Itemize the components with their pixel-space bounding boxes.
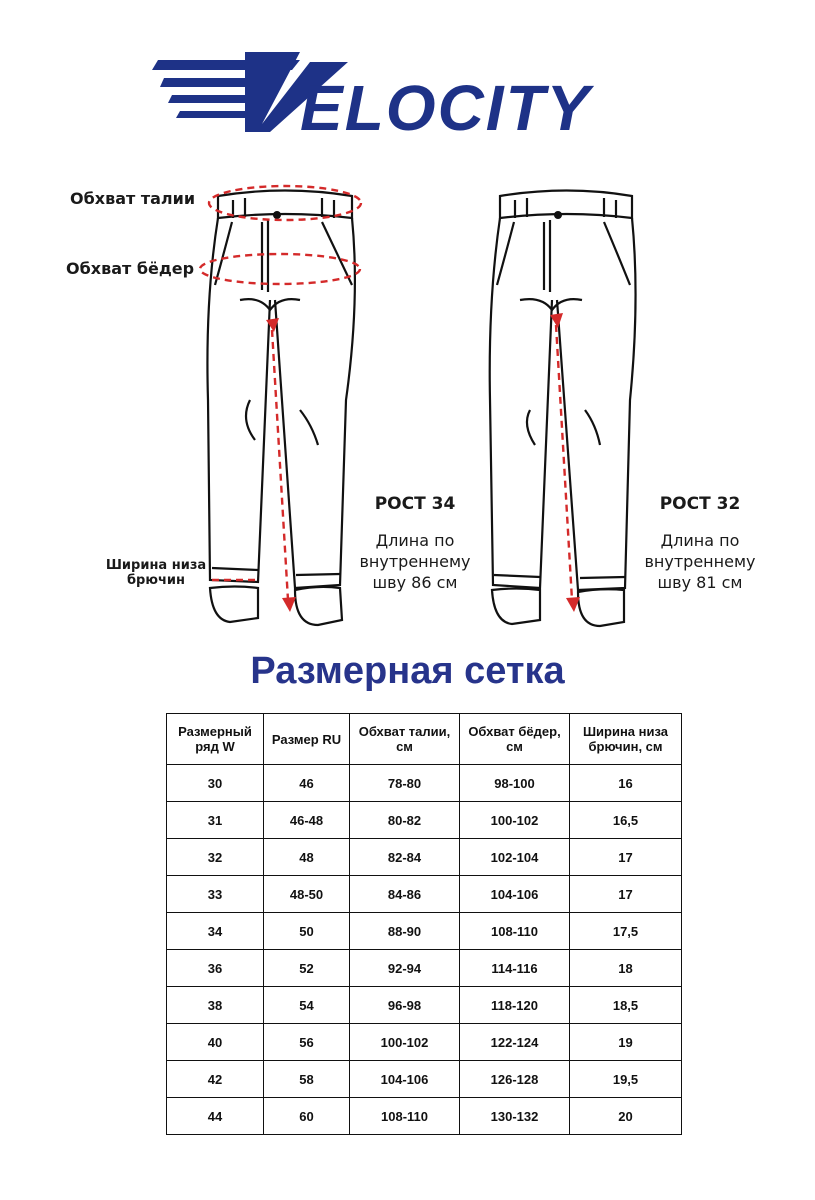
table-cell: 122-124	[460, 1024, 570, 1061]
hip-label: Обхват бёдер	[66, 259, 195, 278]
table-cell: 114-116	[460, 950, 570, 987]
table-cell: 48-50	[264, 876, 350, 913]
table-cell: 40	[167, 1024, 264, 1061]
table-cell: 17,5	[570, 913, 682, 950]
table-cell: 100-102	[460, 802, 570, 839]
table-row	[167, 765, 682, 802]
column-header: Обхват бёдер, см	[460, 714, 570, 765]
table-cell: 104-106	[460, 876, 570, 913]
table-cell: 33	[167, 876, 264, 913]
table-cell: 108-110	[460, 913, 570, 950]
column-header: Размер RU	[264, 714, 350, 765]
velocity-logo	[150, 52, 690, 142]
table-cell: 44	[167, 1098, 264, 1135]
table-cell: 34	[167, 913, 264, 950]
table-cell: 17	[570, 839, 682, 876]
table-cell: 102-104	[460, 839, 570, 876]
table-cell: 96-98	[350, 987, 460, 1024]
table-cell: 88-90	[350, 913, 460, 950]
table-row	[167, 913, 682, 950]
hem-label: Ширина низа брючин	[105, 558, 207, 588]
table-cell: 18	[570, 950, 682, 987]
pants-left-drawing	[207, 191, 354, 626]
table-cell: 30	[167, 765, 264, 802]
column-header: Ширина низа брючин, см	[570, 714, 682, 765]
size-chart-table	[166, 713, 682, 1135]
table-cell: 20	[570, 1098, 682, 1135]
table-cell: 58	[264, 1061, 350, 1098]
variant-height: РОСТ 34	[374, 494, 456, 514]
waist-label: Обхват талии	[70, 189, 196, 208]
table-cell: 46-48	[264, 802, 350, 839]
table-cell: 50	[264, 913, 350, 950]
table-cell: 17	[570, 876, 682, 913]
table-cell: 60	[264, 1098, 350, 1135]
variant-inseam: Длина по внутреннему шву 81 см	[644, 531, 756, 592]
svg-text:ELOCITY: ELOCITY	[300, 72, 592, 142]
table-cell: 42	[167, 1061, 264, 1098]
table-cell: 46	[264, 765, 350, 802]
table-row	[167, 802, 682, 839]
table-cell: 82-84	[350, 839, 460, 876]
table-row	[167, 839, 682, 876]
variant-height: РОСТ 32	[659, 494, 741, 514]
variant-inseam: Длина по внутреннему шву 86 см	[359, 531, 471, 592]
table-cell: 130-132	[460, 1098, 570, 1135]
table-cell: 19	[570, 1024, 682, 1061]
table-row	[167, 1098, 682, 1135]
table-cell: 84-86	[350, 876, 460, 913]
table-cell: 52	[264, 950, 350, 987]
size-chart-title: Размерная сетка	[250, 650, 565, 692]
table-cell: 92-94	[350, 950, 460, 987]
variant-32	[630, 494, 770, 593]
table-cell: 126-128	[460, 1061, 570, 1098]
table-cell: 80-82	[350, 802, 460, 839]
table-cell: 104-106	[350, 1061, 460, 1098]
table-cell: 16	[570, 765, 682, 802]
table-cell: 118-120	[460, 987, 570, 1024]
table-header-row	[167, 714, 682, 765]
variant-34	[345, 494, 485, 593]
table-cell: 38	[167, 987, 264, 1024]
table-row	[167, 987, 682, 1024]
table-cell: 48	[264, 839, 350, 876]
table-cell: 36	[167, 950, 264, 987]
table-cell: 98-100	[460, 765, 570, 802]
table-cell: 56	[264, 1024, 350, 1061]
table-cell: 108-110	[350, 1098, 460, 1135]
table-cell: 78-80	[350, 765, 460, 802]
column-header: Обхват талии, см	[350, 714, 460, 765]
table-cell: 18,5	[570, 987, 682, 1024]
column-header: Размерный ряд W	[167, 714, 264, 765]
table-cell: 54	[264, 987, 350, 1024]
table-row	[167, 1061, 682, 1098]
table-row	[167, 950, 682, 987]
table-cell: 16,5	[570, 802, 682, 839]
table-cell: 100-102	[350, 1024, 460, 1061]
table-cell: 31	[167, 802, 264, 839]
pants-right-drawing	[490, 191, 636, 627]
table-row	[167, 1024, 682, 1061]
table-cell: 32	[167, 839, 264, 876]
table-row	[167, 876, 682, 913]
table-cell: 19,5	[570, 1061, 682, 1098]
